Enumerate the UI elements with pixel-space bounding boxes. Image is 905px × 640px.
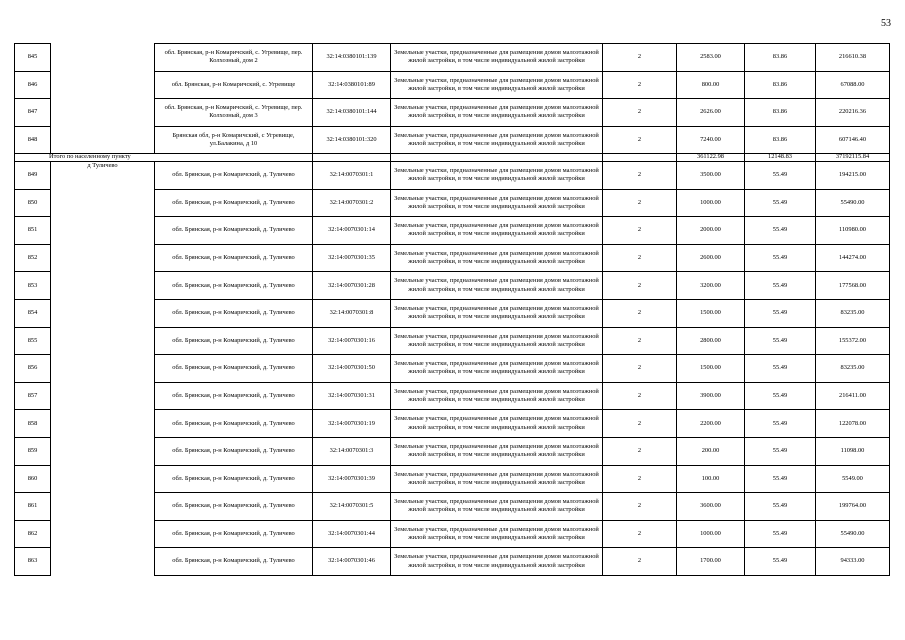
count-cell: 2 xyxy=(603,244,677,272)
rate-cell: 83.86 xyxy=(745,99,816,127)
land-use-cell: Земельные участки, предназначенные для размещения домов малоэтажной жилой застройки, в том числе индивидуальной жилой застройки xyxy=(391,520,603,548)
settlement-name-cell xyxy=(51,520,155,548)
rate-cell: 55.49 xyxy=(745,465,816,493)
settlement-name-cell xyxy=(51,327,155,355)
land-use-cell: Земельные участки, предназначенные для размещения домов малоэтажной жилой застройки, в том числе индивидуальной жилой застройки xyxy=(391,382,603,410)
cadastral-number-cell: 32:14:0070301:2 xyxy=(313,189,391,217)
rate-cell: 55.49 xyxy=(745,493,816,521)
table-row xyxy=(15,437,890,465)
table-row xyxy=(15,327,890,355)
row-number: 862 xyxy=(15,520,51,548)
cadastral-value-cell: 67088.00 xyxy=(816,71,890,99)
land-use-cell: Земельные участки, предназначенные для размещения домов малоэтажной жилой застройки, в том числе индивидуальной жилой застройки xyxy=(391,299,603,327)
address-cell: обл. Брянская, р-н Комаричский, д. Туличево xyxy=(155,410,313,438)
rate-cell: 55.49 xyxy=(745,189,816,217)
cadastral-value-cell: 122078.00 xyxy=(816,410,890,438)
row-number: 846 xyxy=(15,71,51,99)
rate-cell: 55.49 xyxy=(745,217,816,245)
cadastral-number-cell: 32:14:0380101:139 xyxy=(313,44,391,72)
settlement-name-cell xyxy=(51,189,155,217)
row-number: 857 xyxy=(15,382,51,410)
land-use-cell: Земельные участки, предназначенные для размещения домов малоэтажной жилой застройки, в том числе индивидуальной жилой застройки xyxy=(391,217,603,245)
table-row xyxy=(15,44,890,72)
count-cell: 2 xyxy=(603,410,677,438)
cadastral-number-cell: 32:14:0070301:5 xyxy=(313,493,391,521)
address-cell: обл. Брянская, р-н Комаричский, с. Угревище, пер. Колхозный, дом 3 xyxy=(155,99,313,127)
table-row xyxy=(15,548,890,576)
settlement-name-cell xyxy=(51,548,155,576)
rate-cell: 55.49 xyxy=(745,327,816,355)
rate-cell: 55.49 xyxy=(745,520,816,548)
count-cell: 2 xyxy=(603,382,677,410)
address-cell: обл. Брянская, р-н Комаричский, с. Угревище, пер. Колхозный, дом 2 xyxy=(155,44,313,72)
land-use-cell: Земельные участки, предназначенные для размещения домов малоэтажной жилой застройки, в том числе индивидуальной жилой застройки xyxy=(391,44,603,72)
rate-cell: 55.49 xyxy=(745,299,816,327)
rate-cell: 55.49 xyxy=(745,272,816,300)
row-number: 847 xyxy=(15,99,51,127)
cadastral-value-cell: 216411.00 xyxy=(816,382,890,410)
address-cell: обл. Брянская, р-н Комаричский, д. Туличево xyxy=(155,437,313,465)
table-row xyxy=(15,189,890,217)
count-cell: 2 xyxy=(603,161,677,189)
cadastral-value-cell: 220216.36 xyxy=(816,99,890,127)
address-cell: обл. Брянская, р-н Комаричский, д. Туличево xyxy=(155,327,313,355)
cadastral-number-cell: 32:14:0070301:19 xyxy=(313,410,391,438)
rate-cell: 55.49 xyxy=(745,410,816,438)
cadastral-number-cell: 32:14:0380101:89 xyxy=(313,71,391,99)
area-cell: 3600.00 xyxy=(677,493,745,521)
cadastral-number-cell: 32:14:0070301:16 xyxy=(313,327,391,355)
count-cell: 2 xyxy=(603,493,677,521)
settlement-name-cell xyxy=(51,126,155,154)
cadastral-value-cell: 216610.38 xyxy=(816,44,890,72)
row-number: 858 xyxy=(15,410,51,438)
cadastral-number-cell: 32:14:0070301:8 xyxy=(313,299,391,327)
count-cell: 2 xyxy=(603,189,677,217)
address-cell: обл. Брянская, р-н Комаричский, д. Туличево xyxy=(155,382,313,410)
area-cell: 2583.00 xyxy=(677,44,745,72)
area-cell: 1700.00 xyxy=(677,548,745,576)
table-row xyxy=(15,382,890,410)
cadastral-number-cell: 32:14:0070301:28 xyxy=(313,272,391,300)
land-use-cell: Земельные участки, предназначенные для размещения домов малоэтажной жилой застройки, в том числе индивидуальной жилой застройки xyxy=(391,244,603,272)
rate-cell: 83.86 xyxy=(745,71,816,99)
count-cell: 2 xyxy=(603,437,677,465)
area-cell: 3500.00 xyxy=(677,161,745,189)
cadastral-value-cell: 83235.00 xyxy=(816,299,890,327)
count-cell: 2 xyxy=(603,44,677,72)
cadastral-value-cell: 607146.40 xyxy=(816,126,890,154)
cadastral-number-cell: 32:14:0380101:144 xyxy=(313,99,391,127)
cadastral-number-cell: 32:14:0070301:39 xyxy=(313,465,391,493)
cadastral-number-cell: 32:14:0070301:14 xyxy=(313,217,391,245)
address-cell: обл. Брянская, р-н Комаричский, д. Туличево xyxy=(155,520,313,548)
cadastral-value-cell: 155372.00 xyxy=(816,327,890,355)
settlement-name-cell xyxy=(51,382,155,410)
area-cell: 3200.00 xyxy=(677,272,745,300)
address-cell: обл. Брянская, р-н Комаричский, д. Туличево xyxy=(155,299,313,327)
count-cell: 2 xyxy=(603,99,677,127)
area-cell: 200.00 xyxy=(677,437,745,465)
settlement-name-cell xyxy=(51,44,155,72)
area-cell: 3900.00 xyxy=(677,382,745,410)
settlement-name-cell xyxy=(51,355,155,383)
cadastral-value-cell: 177568.00 xyxy=(816,272,890,300)
table-row xyxy=(15,71,890,99)
table-row xyxy=(15,217,890,245)
area-cell: 2200.00 xyxy=(677,410,745,438)
cadastral-number-cell: 32:14:0070301:31 xyxy=(313,382,391,410)
rate-cell: 83.86 xyxy=(745,126,816,154)
cadastral-value-cell: 199764.00 xyxy=(816,493,890,521)
area-cell: 2800.00 xyxy=(677,327,745,355)
row-number: 856 xyxy=(15,355,51,383)
area-cell: 1000.00 xyxy=(677,520,745,548)
row-number: 860 xyxy=(15,465,51,493)
rate-cell: 55.49 xyxy=(745,437,816,465)
settlement-name-cell xyxy=(51,217,155,245)
land-use-cell: Земельные участки, предназначенные для размещения домов малоэтажной жилой застройки, в том числе индивидуальной жилой застройки xyxy=(391,548,603,576)
count-cell: 2 xyxy=(603,327,677,355)
settlement-name-cell xyxy=(51,299,155,327)
row-number: 859 xyxy=(15,437,51,465)
cadastral-number-cell: 32:14:0070301:3 xyxy=(313,437,391,465)
area-cell: 2600.00 xyxy=(677,244,745,272)
land-use-cell: Земельные участки, предназначенные для размещения домов малоэтажной жилой застройки, в том числе индивидуальной жилой застройки xyxy=(391,99,603,127)
land-use-cell: Земельные участки, предназначенные для размещения домов малоэтажной жилой застройки, в том числе индивидуальной жилой застройки xyxy=(391,327,603,355)
address-cell: обл. Брянская, р-н Комаричский, д. Туличево xyxy=(155,493,313,521)
total-rate: 12148.83 xyxy=(745,154,816,162)
address-cell: обл. Брянская, р-н Комаричский, д. Туличево xyxy=(155,244,313,272)
count-cell: 2 xyxy=(603,520,677,548)
rate-cell: 55.49 xyxy=(745,161,816,189)
cadastral-value-cell: 55490.00 xyxy=(816,520,890,548)
settlement-name-cell xyxy=(51,244,155,272)
table-row xyxy=(15,520,890,548)
row-number: 852 xyxy=(15,244,51,272)
address-cell: обл. Брянская, р-н Комаричский, д. Туличево xyxy=(155,465,313,493)
table-row xyxy=(15,410,890,438)
count-cell: 2 xyxy=(603,71,677,99)
land-use-cell: Земельные участки, предназначенные для размещения домов малоэтажной жилой застройки, в том числе индивидуальной жилой застройки xyxy=(391,71,603,99)
land-use-cell: Земельные участки, предназначенные для размещения домов малоэтажной жилой застройки, в том числе индивидуальной жилой застройки xyxy=(391,437,603,465)
address-cell: обл. Брянская, р-н Комаричский, с. Угревище xyxy=(155,71,313,99)
land-use-cell: Земельные участки, предназначенные для размещения домов малоэтажной жилой застройки, в том числе индивидуальной жилой застройки xyxy=(391,465,603,493)
address-cell: обл. Брянская, р-н Комаричский, д. Туличево xyxy=(155,272,313,300)
count-cell: 2 xyxy=(603,299,677,327)
table-row xyxy=(15,355,890,383)
row-number: 845 xyxy=(15,44,51,72)
rate-cell: 83.86 xyxy=(745,44,816,72)
cadastral-value-cell: 83235.00 xyxy=(816,355,890,383)
cadastral-number-cell: 32:14:0070301:35 xyxy=(313,244,391,272)
cadastral-value-cell: 11098.00 xyxy=(816,437,890,465)
land-use-cell: Земельные участки, предназначенные для размещения домов малоэтажной жилой застройки, в том числе индивидуальной жилой застройки xyxy=(391,410,603,438)
table-row xyxy=(15,465,890,493)
table-row xyxy=(15,493,890,521)
cadastral-value-cell: 110980.00 xyxy=(816,217,890,245)
land-use-cell: Земельные участки, предназначенные для размещения домов малоэтажной жилой застройки, в том числе индивидуальной жилой застройки xyxy=(391,189,603,217)
row-number: 851 xyxy=(15,217,51,245)
land-register-table xyxy=(14,43,890,576)
rate-cell: 55.49 xyxy=(745,244,816,272)
count-cell: 2 xyxy=(603,126,677,154)
count-cell: 2 xyxy=(603,465,677,493)
count-cell: 2 xyxy=(603,272,677,300)
table-row xyxy=(15,126,890,154)
area-cell: 800.00 xyxy=(677,71,745,99)
total-value: 37192115.84 xyxy=(816,154,890,162)
address-cell: Брянская обл, р-н Комаричский, с Угревище, ул.Балакина, д 10 xyxy=(155,126,313,154)
cadastral-value-cell: 94333.00 xyxy=(816,548,890,576)
row-number: 850 xyxy=(15,189,51,217)
settlement-name-cell xyxy=(51,410,155,438)
row-number: 853 xyxy=(15,272,51,300)
cadastral-number-cell: 32:14:0070301:46 xyxy=(313,548,391,576)
settlement-name-cell xyxy=(51,161,155,189)
count-cell: 2 xyxy=(603,548,677,576)
count-cell: 2 xyxy=(603,217,677,245)
settlement-total-row xyxy=(15,154,890,162)
area-cell: 1000.00 xyxy=(677,189,745,217)
count-cell: 2 xyxy=(603,355,677,383)
cadastral-number-cell: 32:14:0070301:1 xyxy=(313,161,391,189)
land-use-cell: Земельные участки, предназначенные для размещения домов малоэтажной жилой застройки, в том числе индивидуальной жилой застройки xyxy=(391,126,603,154)
cadastral-value-cell: 55490.00 xyxy=(816,189,890,217)
settlement-name-cell xyxy=(51,71,155,99)
land-use-cell: Земельные участки, предназначенные для размещения домов малоэтажной жилой застройки, в том числе индивидуальной жилой застройки xyxy=(391,161,603,189)
address-cell: обл. Брянская, р-н Комаричский, д. Туличево xyxy=(155,217,313,245)
settlement-name: д Туличево xyxy=(87,161,118,169)
cadastral-value-cell: 5549.00 xyxy=(816,465,890,493)
rate-cell: 55.49 xyxy=(745,355,816,383)
page-number: 53 xyxy=(881,18,891,29)
row-number: 863 xyxy=(15,548,51,576)
rate-cell: 55.49 xyxy=(745,548,816,576)
area-cell: 2626.00 xyxy=(677,99,745,127)
rate-cell: 55.49 xyxy=(745,382,816,410)
row-number: 855 xyxy=(15,327,51,355)
cadastral-value-cell: 144274.00 xyxy=(816,244,890,272)
cadastral-number-cell: 32:14:0070301:44 xyxy=(313,520,391,548)
table-row xyxy=(15,299,890,327)
cadastral-value-cell: 194215.00 xyxy=(816,161,890,189)
table-row xyxy=(15,244,890,272)
total-label: Итого по населенному пункту xyxy=(15,154,313,162)
settlement-name-cell xyxy=(51,99,155,127)
cadastral-number-cell: 32:14:0070301:50 xyxy=(313,355,391,383)
total-area: 361122.98 xyxy=(677,154,745,162)
settlement-name-cell xyxy=(51,465,155,493)
row-number: 849 xyxy=(15,161,51,189)
area-cell: 1500.00 xyxy=(677,299,745,327)
row-number: 848 xyxy=(15,126,51,154)
table-row xyxy=(15,272,890,300)
settlement-name-cell xyxy=(51,437,155,465)
table-row xyxy=(15,161,890,189)
land-use-cell: Земельные участки, предназначенные для размещения домов малоэтажной жилой застройки, в том числе индивидуальной жилой застройки xyxy=(391,272,603,300)
settlement-name-cell xyxy=(51,272,155,300)
row-number: 854 xyxy=(15,299,51,327)
address-cell: обл. Брянская, р-н Комаричский, д. Туличево xyxy=(155,355,313,383)
settlement-name-cell xyxy=(51,493,155,521)
land-use-cell: Земельные участки, предназначенные для размещения домов малоэтажной жилой застройки, в том числе индивидуальной жилой застройки xyxy=(391,355,603,383)
land-use-cell: Земельные участки, предназначенные для размещения домов малоэтажной жилой застройки, в том числе индивидуальной жилой застройки xyxy=(391,493,603,521)
row-number: 861 xyxy=(15,493,51,521)
cadastral-number-cell: 32:14:0380101:320 xyxy=(313,126,391,154)
area-cell: 2000.00 xyxy=(677,217,745,245)
area-cell: 100.00 xyxy=(677,465,745,493)
address-cell: обл. Брянская, р-н Комаричский, д. Туличево xyxy=(155,161,313,189)
address-cell: обл. Брянская, р-н Комаричский, д. Туличево xyxy=(155,189,313,217)
area-cell: 7240.00 xyxy=(677,126,745,154)
address-cell: обл. Брянская, р-н Комаричский, д. Туличево xyxy=(155,548,313,576)
area-cell: 1500.00 xyxy=(677,355,745,383)
table-row xyxy=(15,99,890,127)
